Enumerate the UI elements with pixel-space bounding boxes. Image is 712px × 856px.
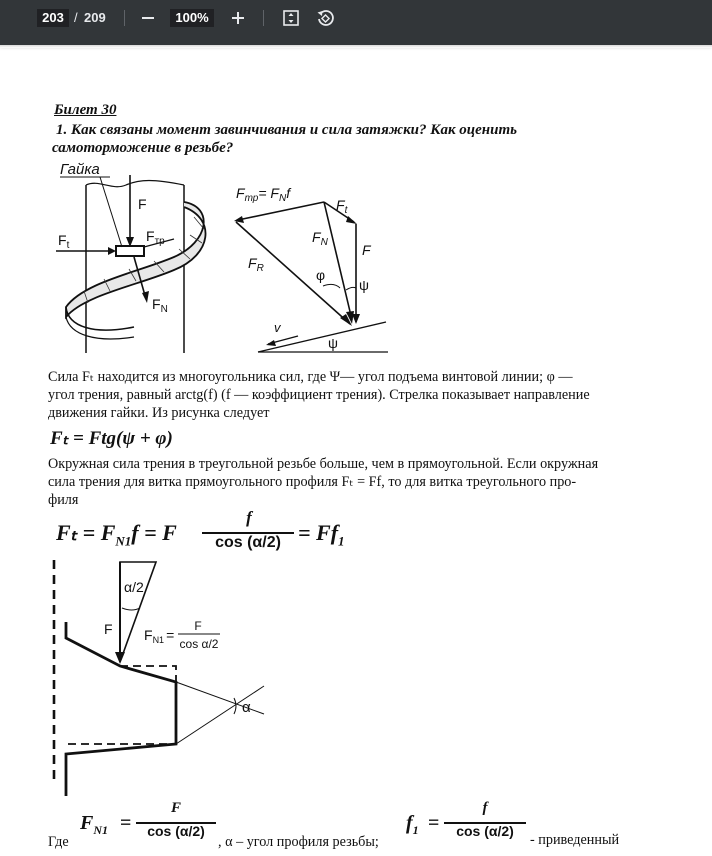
text-line: филя <box>48 492 79 508</box>
question-line: 1. Как связаны момент завинчивания и сила затяжки? Как оценить <box>56 122 517 138</box>
text-line: Сила Fₜ находится из многоугольника сил, где Ψ— угол подъема винтовой линии; φ — <box>48 369 573 385</box>
zoom-in-button[interactable] <box>228 8 248 28</box>
f1-symbol: $f_1$ <box>406 812 419 837</box>
label-ftr: $F_{тр}$ <box>146 228 165 247</box>
label-ft: $F_t$ <box>336 197 348 216</box>
fit-to-page-button[interactable] <box>281 8 301 28</box>
formula-ft: Fₜ = Ftg(ψ + φ) <box>50 428 173 449</box>
zoom-out-button[interactable] <box>138 8 158 28</box>
text-alpha-profile: , α – угол профиля резьбы; <box>218 834 379 850</box>
figure-force-polygon <box>228 160 398 358</box>
fit-page-icon <box>281 8 301 28</box>
text-line: Окружная сила трения в треугольной резьбе больше, чем в прямоугольной. Если окружная <box>48 456 599 472</box>
formula-denominator: cos (α/2) <box>215 534 281 551</box>
total-pages: 209 <box>84 10 106 25</box>
fn1-symbol: $F_{N1}$ <box>80 812 109 837</box>
question-line: самоторможение в резьбе? <box>52 140 234 156</box>
label-fr: $F_R$ <box>248 255 264 274</box>
plus-icon <box>228 8 248 28</box>
fraction-numerator: f <box>482 800 488 816</box>
label-phi: φ <box>316 267 326 283</box>
label-ft: $F_t$ <box>58 232 70 251</box>
rotate-icon <box>315 8 335 28</box>
text-where: Где <box>48 834 69 850</box>
text-line: угол трения, равный arctg(f) (f — коэффициент трения). Стрелка показывает направление <box>48 387 590 403</box>
label-ftr-formula: $F_{тр}= F_Nf$ <box>236 185 291 204</box>
equals-sign: = <box>428 812 440 834</box>
page-number-input[interactable]: 203 <box>37 9 69 27</box>
equals-sign: = <box>120 812 132 834</box>
question-text <box>52 121 612 157</box>
label-fn: $F_N$ <box>312 229 328 248</box>
formula-ft-triangular <box>56 508 376 556</box>
label-v: v <box>274 320 281 335</box>
label-psi: ψ <box>359 277 369 293</box>
formula-numerator: f <box>246 508 252 527</box>
text-line: сила трения для витка прямоугольного профиля Fₜ = Ff, то для витка треугольного про- <box>48 474 577 490</box>
label-fn1-numerator: F <box>194 619 202 633</box>
label-f: F <box>138 196 147 212</box>
formula-part: $F_t = F_{N1}f = F$ <box>56 520 177 549</box>
label-f: F <box>362 242 371 258</box>
figure-nut-thread <box>54 157 224 357</box>
formula-part: = $Ff_1$ <box>298 520 345 549</box>
label-f: F <box>104 621 113 637</box>
toolbar-divider <box>124 10 125 26</box>
label-fn: $F_N$ <box>152 296 168 315</box>
label-psi-base: ψ <box>328 335 338 351</box>
text-line: движения гайки. Из рисунка следует <box>48 405 270 421</box>
label-alpha-half: α/2 <box>124 579 144 595</box>
bottom-formula-line <box>48 800 708 856</box>
minus-icon <box>138 8 158 28</box>
figure-triangular-thread <box>52 558 284 802</box>
ticket-title: Билет 30 <box>54 102 117 118</box>
label-fn1-denominator: cos α/2 <box>179 637 219 651</box>
rotate-button[interactable] <box>315 8 335 28</box>
fraction-denominator: cos (α/2) <box>147 823 205 839</box>
page-separator: / <box>74 10 78 25</box>
pdf-toolbar <box>0 0 712 45</box>
label-nut: Гайка <box>60 161 100 178</box>
fraction-numerator: F <box>170 800 181 816</box>
label-fn1: $F_{N1}$ = <box>144 627 175 645</box>
text-reduced: - приведенный <box>530 832 620 848</box>
paragraph-force <box>48 368 688 422</box>
paragraph-friction <box>48 455 688 509</box>
fraction-denominator: cos (α/2) <box>456 823 514 839</box>
zoom-level-input[interactable]: 100% <box>170 9 214 27</box>
label-alpha: α <box>242 699 251 716</box>
toolbar-shadow <box>0 45 712 48</box>
toolbar-divider <box>263 10 264 26</box>
